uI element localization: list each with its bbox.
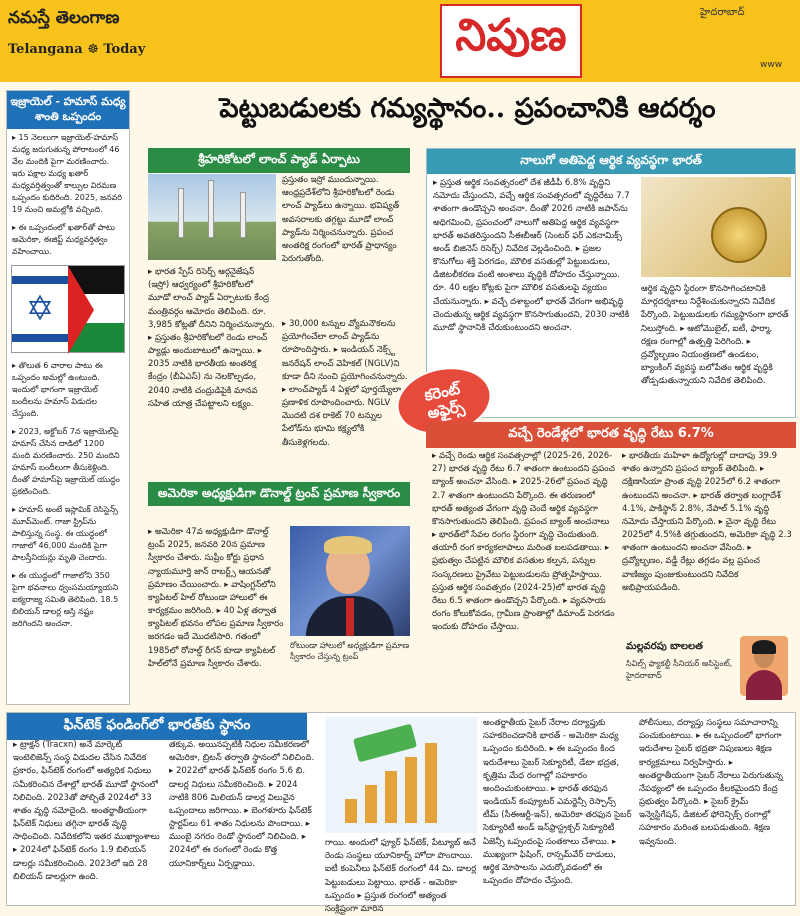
brand-telugu: నమస్తే తెలంగాణ	[8, 8, 120, 28]
brand-english: Telangana ☸ Today	[8, 42, 146, 57]
sidebar-paragraph: ▸ 15 నెలలుగా ఇజ్రాయెల్-హమాస్ మధ్య జరుగుతున్న పోరాటంలో 46 వేల మందికి పైగా మరణించారు. ఇరు పక్షాల మధ్య ఖతార్ మధ్యవర్తిత్వంతో కాల్పుల విరమణ ఒప్పందం కుదిరింది. 2025, జనవరి 19 నుంచి అమల్లోకి వచ్చింది.	[12, 132, 123, 214]
article-body: పోలీసులు, దర్యాప్తు సంస్థలు సమాచారాన్ని పంచుకుంటాయి. ▸ ఈ ఒప్పందంలో భాగంగా ఇరుదేశాల సైబర్ భద్రతా నిపుణులు శిక్షణ కార్యక్రమాలు నిర్వహిస్తారు. ▸ అంతర్జాతీయంగా సైబర్ నేరాలు పెరుగుతున్న నేపథ్యంలో ఈ ఒప్పందం కీలకమైందని కేంద్ర ప్రభుత్వం పేర్కొంది. ▸ సైబర్ క్రైమ్ ఇన్వెస్టిగేషన్, డిజిటల్ ఫోరెన్సిక్స్ రంగాల్లో సహకారం మరింత బలపడుతుంది. శిక్షణ ఇవ్వనుంది.	[639, 718, 783, 847]
article-body: ▸ 30,000 టన్నుల వ్యోమనౌకలను ప్రయోగించేలా లాంచ్ ప్యాడ్‌ను రూపొందిస్తారు. ▸ ఇండియన్ నెక్స్ట్ జనరేషన్ లాంచ్ వెహికల్ (NGLV)ని కూడా దీని నుంచి ప్రయోగించనున్నారు. ▸ లాంచ్‌ప్యాడ్ 4 ఏళ్లలో పూర్తయ్యేలా ప్రణాళిక రూపొందించారు. NGLV మొదటి దశ రాకెట్ 70 టన్నుల పేలోడ్‌ను భూమి కక్ష్యలోకి తీసుకెళ్లగలదు.	[282, 319, 408, 448]
rupee-coin-image	[641, 177, 791, 277]
article-body: తక్కువ. అయినప్పటికీ నిధుల సమీకరణలో అమెరికా, బ్రిటన్ తర్వాతి స్థానంలో నిలిచింది. ▸ 2022లో భారత్ ఫిన్‌టెక్ రంగం 5.6 బి. డాలర్ల నిధులు సమీకరించింది. ▸ 2024 నాటికి 806 మిలియన్ డాలర్ల విలువైన ఒప్పందాలు జరిగాయి. ▸ బెంగళూరు ఫిన్‌టెక్ స్టార్టప్‌లు 61 శాతం నిధులను పొందాయి. ▸ ముంబై నగరం రెండో స్థానంలో నిలిచింది. ▸ 2024లో ఈ రంగంలో రెండు కొత్త యూనికార్న్‌లు ఏర్పడ్డాయి.	[169, 740, 315, 869]
badge-line: అఫైర్స్	[425, 397, 467, 423]
trump-photo	[290, 526, 410, 636]
article-body: ▸ వచ్చే రెండు ఆర్థిక సంవత్సరాల్లో (2025-26, 2026-27) భారత వృద్ధి రేటు 6.7 శాతంగా ఉంటుందని ప్రపంచ బ్యాంక్ అంచనా వేసింది. ▸ 2025-26లో ప్రపంచ వృద్ధి 2.7 శాతంగా ఉంటుందని పేర్కొంది. ఈ తరుణంలో భారత్ అత్యంత వేగంగా వృద్ధి చెందే ఆర్థిక వ్యవస్థగా కొనసాగుతుందని తెలిపింది. ప్రపంచ బ్యాంక్ అంచనాలు ▸ భారత్‌లో సేవల రంగం స్థిరంగా వృద్ధి చెందుతుంది. తయారీ రంగ కార్యకలాపాలు మరింత బలపడతాయి. ▸ ప్రభుత్వం చేపట్టిన మౌలిక వసతుల కల్పన, పన్నుల సంస్కరణలు ప్రైవేటు పెట్టుబడులను ప్రోత్సహిస్తాయి. ప్రస్తుత ఆర్థిక సంవత్సరం (2024-25)లో భారత వృద్ధి రేటు 6.5 శాతంగా ఉండొచ్చని పేర్కొంది. ▸ వ్యవసాయ రంగం కోలుకోవడం, గ్రామీణ ప్రాంతాల్లో డిమాండ్ పెరగడం ఇందుకు దోహదం చేస్తాయి.	[432, 451, 615, 633]
article-heading: అమెరికా అధ్యక్షుడిగా డొనాల్డ్ ట్రంప్ ప్రమాణ స్వీకారం	[148, 482, 410, 506]
photo-caption: రోటుండా హాలులో అధ్యక్షుడిగా ప్రమాణ స్వీకారం చేస్తున్న ట్రంప్	[290, 641, 410, 662]
article-heading: ఫిన్‌టెక్ ఫండింగ్‌లో భారత్‌కు స్థానం	[7, 713, 307, 740]
launch-pad-image	[148, 174, 276, 260]
article-body: ▸ అమెరికా 47వ అధ్యక్షుడిగా డొనాల్డ్ ట్రంప్ 2025, జనవరి 20న ప్రమాణ స్వీకారం చేశారు. సుప్రీం కోర్టు ప్రధాన న్యాయమూర్తి జాన్ రాబర్ట్స్ ఆయనతో ప్రమాణం చేయించారు. ▸ వాషింగ్టన్‌లోని క్యాపిటల్ హిల్ రోటుండా హాలులో ఈ కార్యక్రమం జరిగింది. ▸ 40 ఏళ్ల తర్వాత క్యాపిటల్ భవనం లోపల ప్రమాణ స్వీకారం జరగడం ఇదే మొదటిసారి. గతంలో 1985లో రోనాల్డ్ రీగన్ కూడా క్యాపిటల్ హిల్‌లోనే ప్రమాణ స్వీకారం చేశారు.	[148, 527, 284, 669]
masthead	[0, 0, 800, 82]
article-growth-rate	[426, 422, 796, 704]
article-body: ▸ ట్రాక్షన్ (Tracxn) అనే మార్కెట్ ఇంటెలిజెన్స్ సంస్థ విడుదల చేసిన నివేదిక ప్రకారం, ఫిన్‌టెక్ రంగంలో అత్యధిక నిధులు సమీకరించిన దేశాల్లో భారత్ మూడో స్థానంలో నిలిచింది. 2023తో పోల్చితే 2024లో 33 శాతం వృద్ధి నమోదైంది. అంతర్జాతీయంగా ఫిన్‌టెక్ నిధులు తగ్గినా భారత్ వృద్ధి సాధించింది. నివేదికలోని ఇతర ముఖ్యాంశాలు ▸ 2024లో ఫిన్‌టెక్ రంగం 1.9 బిలియన్ డాలర్లు సమీకరించింది. 2023లో ఇది 28 బిలియన్ డాలర్లుగా ఉంది.	[13, 740, 160, 882]
section-title: నిపుణ	[455, 10, 567, 61]
article-heading: నాలుగో అతిపెద్ద ఆర్థిక వ్యవస్థగా భారత్	[427, 149, 795, 174]
sidebar-paragraph: ▸ 2023, అక్టోబర్ 7న ఇజ్రాయెల్‌పై హమాస్ చేసిన దాడిలో 1200 మంది మరణించారు. 250 మందిని హమాస్ బందీలుగా తీసుకెళ్లింది. దీంతో హమాస్‌పై ఇజ్రాయెల్ యుద్ధం ప్రకటించింది.	[12, 426, 120, 496]
article-sriharikota	[148, 148, 410, 478]
sidebar-article	[6, 90, 130, 705]
article-body: ▸ భారతీయ మహిళా ఉద్యోగుల్లో దాదాపు 39.9 శాతం ఉన్నారని ప్రపంచ బ్యాంక్ తెలిపింది. ▸ దక్షిణాసియా ప్రాంత వృద్ధి 2025లో 6.2 శాతంగా ఉంటుందని అంచనా. ▸ భారత్ తర్వాత బంగ్లాదేశ్ 4.1%, పాకిస్థాన్ 2.8%, నేపాల్ 5.1% వృద్ధి నమోదు చేస్తాయని పేర్కొంది. ▸ చైనా వృద్ధి రేటు 2025లో 4.5%కి తగ్గుతుందని, అమెరికా వృద్ధి 2.3 శాతంగా ఉంటుందని అంచనా వేసింది. ▸ ద్రవ్యోల్బణం, వడ్డీ రేట్లు తగ్గడం వల్ల ప్రపంచ వాణిజ్యం పుంజుకుంటుందని నివేదిక అభిప్రాయపడింది.	[622, 451, 792, 593]
main-headline	[140, 90, 795, 134]
headline-text: పెట్టుబడులకు గమ్యస్థానం.. ప్రపంచానికి ఆదర్శం	[219, 93, 716, 124]
author-name: మల్లవరపు బాలలత	[626, 641, 703, 652]
section-title-box	[440, 4, 582, 78]
article-heading: వచ్చే రెండేళ్లలో భారత వృద్ధి రేటు 6.7%	[426, 422, 796, 448]
article-trump-oath	[148, 482, 410, 704]
sidebar-heading: ఇజ్రాయెల్ - హమాస్ మధ్య శాంతి ఒప్పందం	[7, 91, 129, 129]
author-photo	[740, 636, 788, 696]
sidebar-paragraph: ▸ తొలుత 6 వారాల పాటు ఈ ఒప్పందం అమల్లో ఉంటుంది. ఇందులో భాగంగా ఇజ్రాయెల్ బందీలను హమాస్ విడుదల చేస్తుంది.	[12, 360, 103, 418]
sidebar-paragraph: ▸ ఈ యుద్ధంలో గాజాలోని 350 పైగా భవనాలు ధ్వంసమయ్యాయని ఐక్యరాజ్య సమితి తెలిపింది. 18.5 బిలియన్ డాలర్ల ఆస్తి నష్టం జరిగిందని అంచనా.	[12, 570, 119, 628]
dateline: హైదరాబాద్	[700, 7, 745, 18]
israel-flag	[12, 266, 68, 352]
fintech-growth-image	[325, 717, 477, 833]
star-of-david-icon: ✡	[25, 288, 55, 329]
rupee-coin-icon	[711, 207, 767, 263]
badge-line: కరెంట్	[422, 379, 462, 405]
brand-logo[interactable]	[8, 8, 158, 74]
author-byline	[622, 632, 792, 700]
web-address[interactable]: www	[760, 60, 783, 70]
article-heading: శ్రీహరికోటలో లాంచ్ ప్యాడ్ ఏర్పాటు	[148, 148, 410, 173]
article-fintech-funding	[6, 712, 796, 914]
article-body: అంతర్జాతీయ సైబర్ నేరాల దర్యాప్తుకు సహకరించడానికి భారత్ - అమెరికా మధ్య ఒప్పందం కుదిరింది. ▸ ఈ ఒప్పందం కింద ఇరుదేశాలు సైబర్ సెక్యూరిటీ, డేటా భద్రత, కృత్రిమ మేధ రంగాల్లో సహకారం అందించుకుంటాయి. ▸ భారత్ తరఫున ఇండియన్ కంప్యూటర్ ఎమర్జెన్సీ రెస్పాన్స్ టీమ్ (సీఈఆర్టీ-ఇన్), అమెరికా తరఫున సైబర్ సెక్యూరిటీ అండ్ ఇన్‌ఫ్రాస్ట్రక్చర్ సెక్యూరిటీ ఏజెన్సీ ఒప్పందంపై సంతకాలు చేశాయి. ▸ ముఖ్యంగా ఫిషింగ్, రాన్సమ్‌వేర్ దాడులు, ఆర్థిక మోసాలను ఎదుర్కోవడంలో ఈ ఒప్పందం దోహదం చేస్తుంది.	[483, 718, 632, 887]
article-body: గాయి. అందులో ఫ్యూర్ ఫిన్‌టెక్, పేట్యూబ్ అనే రెండు సంస్థలు యూనికార్న్ హోదా పొందాయి. ఐటీ కంపెనీలు ఫిన్‌టెక్ రంగంలో 44 మి. డాలర్ల పెట్టుబడులు పెట్టాయి. భారత్ - అమెరికా ఒప్పందం ▸ ప్రస్తుత రంగంలో అత్యంత సంక్లిష్టంగా మారిన	[325, 838, 477, 914]
author-role: సివిల్స్ ఫ్యాకల్టీ సీనియర్ అసిస్టెంట్, హైదరాబాద్	[626, 659, 733, 680]
article-body: ప్రస్తుతం ఇస్రో ముందున్నాయి. ఆంధ్రప్రదేశ్‌లోని శ్రీహరికోటలో రెండు లాంచ్ ప్యాడ్‌లు ఉన్నాయి. భవిష్యత్ అవసరాలకు తగ్గట్టు మూడో లాంచ్ ప్యాడ్‌ను నిర్మించనున్నారు. ప్రపంచ అంతరిక్ష రంగంలో భారత్ ప్రాధాన్యం పెరుగుతోంది.	[282, 175, 400, 265]
article-body: ▸ ప్రస్తుత ఆర్థిక సంవత్సరంలో దేశ జీడీపీ 6.8% వృద్ధిని నమోదు చేస్తుందని, వచ్చే ఆర్థిక సంవత్సరంలో వృద్ధిరేటు 7.7 శాతంగా ఉండొచ్చని అంచనా. దీంతో 2026 నాటికి జపాన్‌ను అధిగమించి, ప్రపంచంలో నాలుగో అతిపెద్ద ఆర్థిక వ్యవస్థగా భారత్ అవతరిస్తుందని సీఈబీఆర్ (సెంటర్ ఫర్ ఎకనామిక్స్ అండ్ బిజినెస్ రిసెర్చ్) నివేదిక వెల్లడించింది. ▸ ప్రజల కొనుగోలు శక్తి పెరగడం, మౌలిక వసతుల్లో పెట్టుబడులు, డిజిటలీకరణ వంటి అంశాలు వృద్ధికి దోహదం చేస్తున్నాయి. రూ. 40 లక్షల కోట్లకు పైగా మౌలిక వసతులపై వ్యయం చేయనున్నారు. ▸ వచ్చే దశాబ్దంలో భారత్ వేగంగా అభివృద్ధి చెందుతున్న ఆర్థిక వ్యవస్థగా కొనసాగుతుందని, 2030 నాటికి మూడో స్థానానికి చేరుకుంటుందని అంచనా.	[433, 178, 630, 333]
palestine-flag	[68, 266, 124, 352]
article-body: ఆర్థిక వృద్ధిని స్థిరంగా కొనసాగించటానికి మార్గదర్శకాలు నిర్దేశించుకున్నారని నివేదిక పేర్కొంది. పెట్టుబడులకు గమ్యస్థానంగా భారత్ నిలుస్తోంది. ▸ ఆటోమొబైల్, ఐటీ, ఫార్మా, రక్షణ రంగాల్లో ఉత్పత్తి పెరిగింది. ▸ ద్రవ్యోల్బణం నియంత్రణలో ఉండటం, బ్యాంకింగ్ వ్యవస్థ బలోపేతం ఆర్థిక వృద్ధికి తోడ్పడుతున్నాయని నివేదిక తెలిపింది.	[641, 284, 789, 387]
sidebar-paragraph: ▸ ఈ ఒప్పందంలో ఖతార్‌తో పాటు అమెరికా, ఈజిప్ట్ మధ్యవర్తిత్వం వహించాయి.	[12, 222, 115, 256]
israel-palestine-flags-image	[11, 265, 125, 353]
article-body: ▸ భారత స్పేస్ రిసెర్చ్ ఆర్గనైజేషన్ (ఇస్రో) ఆధ్వర్యంలో శ్రీహరికోటలో మూడో లాంచ్ ప్యాడ్ ఏర్పాటుకు కేంద్ర మంత్రివర్గం ఆమోదం తెలిపింది. రూ. 3,985 కోట్లతో దీనిని నిర్మించనున్నారు. ▸ ప్రస్తుతం శ్రీహరికోటలో రెండు లాంచ్ ప్యాడ్లు అందుబాటులో ఉన్నాయి. ▸ 2035 నాటికి భారతీయ అంతరిక్ష కేంద్రం (బీఏఎస్) ను నెలకొల్పడం, 2040 నాటికి చంద్రుడిపైకి మానవ సహిత యాత్ర చేపట్టాలని లక్ష్యం.	[148, 267, 275, 409]
sidebar-paragraph: ▸ హమాస్ అంటే ఇస్లామిక్ రెసిస్టెన్స్ మూవ్‌మెంట్. గాజా స్ట్రిప్‌ను పాలిస్తున్న సంస్థ. ఈ యుద్ధంలో గాజాలో 46,000 మందికి పైగా పాలస్తీనియన్లు మృతి చెందారు.	[12, 504, 118, 562]
